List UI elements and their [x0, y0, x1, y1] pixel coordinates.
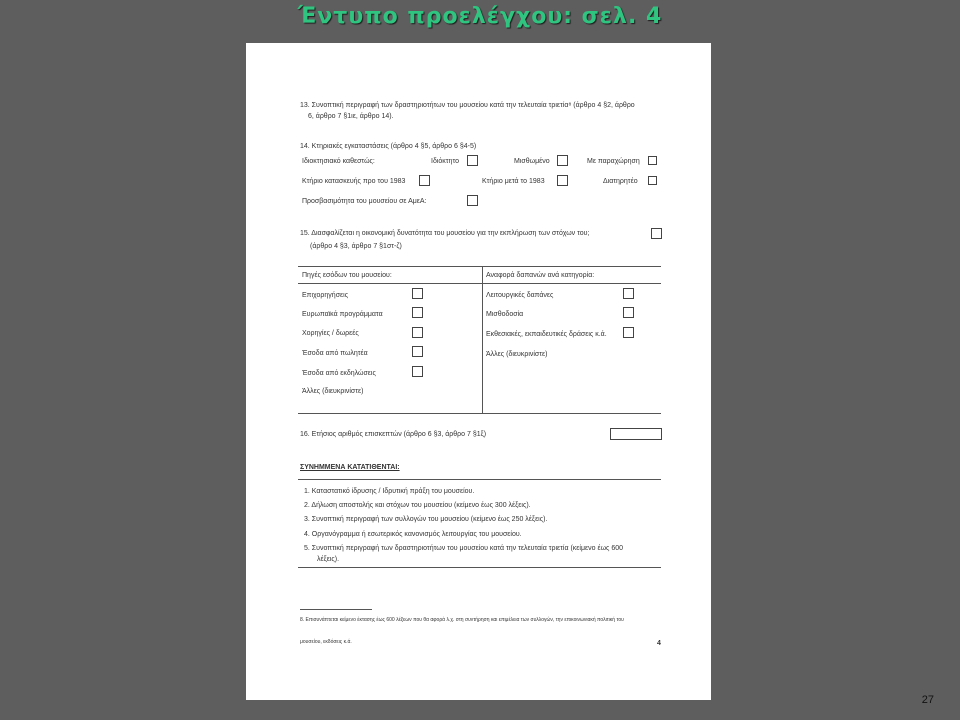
expense-header: Αναφορά δαπανών ανά κατηγορία:	[486, 272, 595, 279]
attachment-item: 2. Δήλωση αποστολής και στόχων του μουσείου (κείμενο έως 300 λέξεις).	[304, 502, 531, 509]
q15-checkbox[interactable]	[651, 228, 662, 239]
document-page	[246, 43, 711, 700]
q16-label: 16. Ετήσιος αριθμός επισκεπτών (άρθρο 6 §3, άρθρο 7 §1ξ)	[300, 431, 487, 438]
q15-line1: 15. Διασφαλίζεται η οικονομική δυνατότητα του μουσείου για την εκπλήρωση των στόχων του;	[300, 230, 590, 237]
accessibility-checkbox[interactable]	[467, 195, 478, 206]
attachment-item: 1. Καταστατικό ίδρυσης / Ιδρυτική πράξη του μουσείου.	[304, 488, 475, 495]
q15-line2: (άρθρο 4 §3, άρθρο 7 §1στ-ζ)	[310, 243, 402, 250]
attachment-item: 4. Οργανόγραμμα ή εσωτερικός κανονισμός λειτουργίας του μουσείου.	[304, 531, 522, 538]
income-header: Πηγές εσόδων του μουσείου:	[302, 272, 392, 279]
footnote-line1: 8. Επισυνάπτεται κείμενο έκτασης έως 600 λέξεων που θα αφορά λ.χ. στη συντήρηση και επιμέλεια των συλλογών, την επικοινωνιακή πολιτική του	[300, 617, 624, 623]
attachments-bottom-border	[298, 567, 661, 568]
attachment-item: 5. Συνοπτική περιγραφή των δραστηριοτήτων του μουσείου κατά την τελευταία τριετία (κείμενο έως 600	[304, 545, 624, 552]
built-after-label: Κτήριο μετά το 1983	[482, 178, 545, 185]
rented-label: Μισθωμένο	[514, 158, 550, 165]
built-after-checkbox[interactable]	[557, 175, 568, 186]
q13-line2: 6, άρθρο 7 §1ιε, άρθρο 14).	[308, 113, 394, 120]
finance-table-bottom-border	[298, 413, 661, 414]
accessibility-label: Προσβασιμότητα του μουσείου σε ΑμεΑ:	[302, 198, 427, 205]
expense-checkbox[interactable]	[623, 288, 634, 299]
income-checkbox[interactable]	[412, 346, 423, 357]
granted-label: Με παραχώρηση	[587, 158, 640, 165]
q13-line1: 13. Συνοπτική περιγραφή των δραστηριοτήτων του μουσείου κατά την τελευταία τριετία⁸ (άρθρο 4 §2, άρθρο	[300, 102, 635, 109]
finance-table-divider	[482, 266, 483, 414]
built-before-label: Κτήριο κατασκευής προ του 1983	[302, 178, 406, 185]
expense-checkbox[interactable]	[623, 327, 634, 338]
q14-heading: 14. Κτηριακές εγκαταστάσεις (άρθρο 4 §5, άρθρο 6 §4-5)	[300, 143, 477, 150]
expense-item: Εκθεσιακές, εκπαιδευτικές δράσεις κ.ά.	[486, 331, 607, 338]
finance-header-border	[298, 283, 661, 284]
income-item: Επιχορηγήσεις	[302, 292, 349, 299]
granted-checkbox[interactable]	[648, 156, 657, 165]
attachments-top-border	[298, 479, 661, 480]
expense-item: Μισθοδοσία	[486, 311, 524, 318]
slide-number: 27	[921, 694, 934, 706]
built-before-checkbox[interactable]	[419, 175, 430, 186]
page-number: 4	[657, 640, 661, 647]
attachments-heading: ΣΥΝΗΜΜΕΝΑ ΚΑΤΑΤΙΘΕΝΤΑΙ:	[300, 464, 400, 471]
slide-title: Έντυπο προελέγχου: σελ. 4	[297, 4, 663, 29]
owned-checkbox[interactable]	[467, 155, 478, 166]
visitors-input[interactable]	[610, 428, 662, 440]
income-item: Χορηγίες / δωρεές	[302, 330, 359, 337]
income-item: Ευρωπαϊκά προγράμματα	[302, 311, 383, 318]
income-item: Έσοδα από πωλητέα	[302, 350, 368, 357]
income-checkbox[interactable]	[412, 366, 423, 377]
attachment-item: 3. Συνοπτική περιγραφή των συλλογών του μουσείου (κείμενο έως 250 λέξεις).	[304, 516, 548, 523]
income-checkbox[interactable]	[412, 288, 423, 299]
listed-checkbox[interactable]	[648, 176, 657, 185]
income-item: Έσοδα από εκδηλώσεις	[302, 370, 376, 377]
rented-checkbox[interactable]	[557, 155, 568, 166]
income-checkbox[interactable]	[412, 307, 423, 318]
ownership-label: Ιδιοκτησιακό καθεστώς:	[302, 158, 375, 165]
expense-item: Άλλες (διευκρινίστε)	[486, 351, 548, 358]
footnote-separator	[300, 609, 372, 610]
footnote-line2: μουσείου, εκδόσεις κ.ά.	[300, 639, 352, 645]
attachment-item-continuation: λέξεις).	[317, 556, 340, 563]
income-checkbox[interactable]	[412, 327, 423, 338]
owned-label: Ιδιόκτητο	[431, 158, 460, 165]
listed-label: Διατηρητέο	[603, 178, 638, 185]
expense-checkbox[interactable]	[623, 307, 634, 318]
income-item: Άλλες (διευκρινίστε)	[302, 388, 364, 395]
finance-table-top-border	[298, 266, 661, 267]
expense-item: Λειτουργικές δαπάνες	[486, 292, 554, 299]
